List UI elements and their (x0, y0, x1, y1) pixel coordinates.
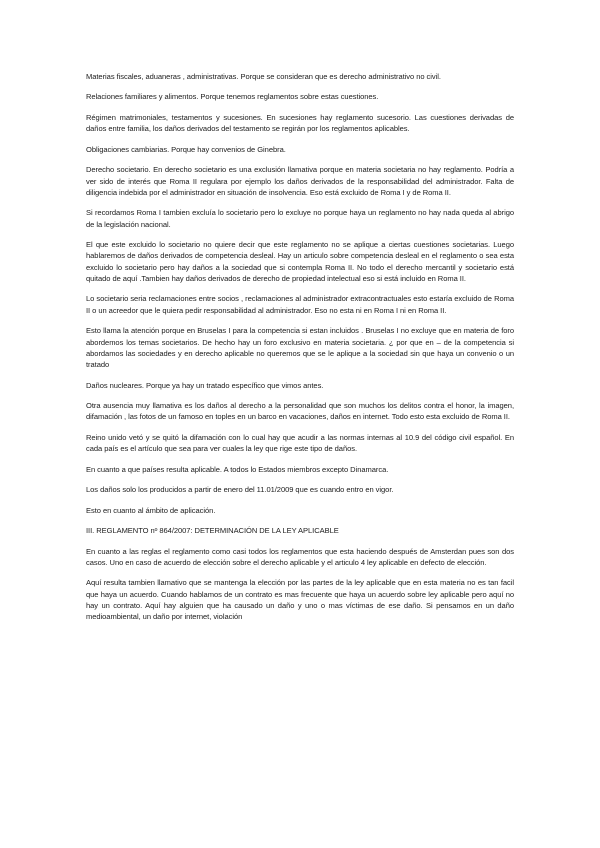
paragraph-eleccion-partes: Aquí resulta tambien llamativo que se mantenga la elección por las partes de la ley aplicable que en esta materia no es tan facil que haya un acuerdo. Cuando hablamos de un contrato es mas frecuente que haya un acuerdo sobre ley aplicable pero aquí no hay un contrato. Aquí hay alguien que ha causado un daño y uno o mas víctimas de ese daño. Si pensamos en un daño medioambiental, un daño por internet, violación (86, 578, 514, 622)
document-body (86, 71, 514, 632)
paragraph-reclamaciones-socios: Lo societario seria reclamaciones entre socios , reclamaciones al administrador extracontractuales esto estaría excluido de Roma II o un acreedor que le quiera pedir responsabilidad al administrador. Eso no esta ni en Roma I ni en Roma II. (86, 294, 514, 315)
paragraph-regimen-matrimoniales: Régimen matrimoniales, testamentos y sucesiones. En sucesiones hay reglamento sucesorio. Las cuestiones derivadas de daños entre familia, los daños derivados del testamento se regirán por los reglamentos aplicables. (86, 112, 514, 134)
paragraph-obligaciones-cambiarias: Obligaciones cambiarias. Porque hay convenios de Ginebra. (86, 144, 286, 154)
paragraph-ambito-aplicacion: Esto en cuanto al ámbito de aplicación. (86, 505, 216, 515)
section-heading: III. REGLAMENTO nº 864/2007: DETERMINACIÓN DE LA LEY APLICABLE (86, 526, 339, 536)
paragraph-competencia-desleal: El que este excluido lo societario no quiere decir que este reglamento no se aplique a ciertas cuestiones societarias. Luego hablaremos de daños derivados de competencia desleal. Hay un articulo sobre competencia desleal en el reglamento o sea esta excluido lo societario pero hay daños a la sociedad que si contempla Roma II. No todo el derecho mercantil y societario está quitado de aquí .Tambien hay daños derivados de derecho de propiedad intelectual eso si está incluido en Roma II. (86, 240, 514, 283)
paragraph-entrada-vigor: Los daños solo los producidos a partir de enero del 11.01/2009 que es cuando entro en vigor. (86, 485, 394, 495)
paragraph-reglas-reglamento: En cuanto a las reglas el reglamento como casi todos los reglamentos que esta haciendo después de Amsterdan pues son dos casos. Uno en caso de acuerdo de elección sobre el derecho aplicable y el articulo 4 ley aplicable en defecto de elección. (86, 546, 514, 567)
paragraph-roma-i-societario: Si recordamos Roma I tambien excluía lo societario pero lo excluye no porque haya un reglamento no hay nada queda al abrigo de la legislación nacional. (86, 208, 514, 229)
paragraph-paises-aplicable: En cuanto a que países resulta aplicable. A todos lo Estados miembros excepto Dinamarca. (86, 464, 389, 474)
paragraph-bruselas-i: Esto llama la atención porque en Bruselas I para la competencia si estan incluidos . Bruselas I no excluye que en materia de foro abordemos los temas societarios. De hecho hay un foro exclusivo en materia societaria. ¿ por que en – de la competencia si abordamos las sociedades y en derecho aplicable no queremos que se le aplique a la sociedad sin que haya un convenio o un tratado (86, 326, 514, 370)
paragraph-danos-nucleares: Daños nucleares. Porque ya hay un tratado específico que vimos antes. (86, 380, 324, 390)
paragraph-materias-fiscales: Materias fiscales, aduaneras , administrativas. Porque se consideran que es derecho administrativo no civil. (86, 72, 441, 81)
paragraph-reino-unido: Reino unido vetó y se quitó la difamación con lo cual hay que acudir a las normas internas al 10.9 del código civil español. En cada país es el artículo que sea para ver cuales la ley que rige este tipo de daños. (86, 432, 514, 454)
paragraph-relaciones-familiares: Relaciones familiares y alimentos. Porque tenemos reglamentos sobre estas cuestiones. (86, 92, 379, 102)
paragraph-derecho-societario: Derecho societario. En derecho societario es una exclusión llamativa porque en materia societaria no hay reglamento. Podría a ver sido de interés que Roma II regulara por ejemplo los daños derivados de la responsabilidad del administrador. Falta de diligencia indebida por el administrador en situación de insolvencia. Eso está excluido de Roma I y de Roma II. (86, 165, 514, 197)
paragraph-derecho-personalidad: Otra ausencia muy llamativa es los daños al derecho a la personalidad que son muchos los delitos contra el honor, la imagen, difamación , las fotos de un famoso en toples en un barco en vacaciones, daños en internet. Todo esto esta excluido de Roma II. (86, 401, 514, 422)
